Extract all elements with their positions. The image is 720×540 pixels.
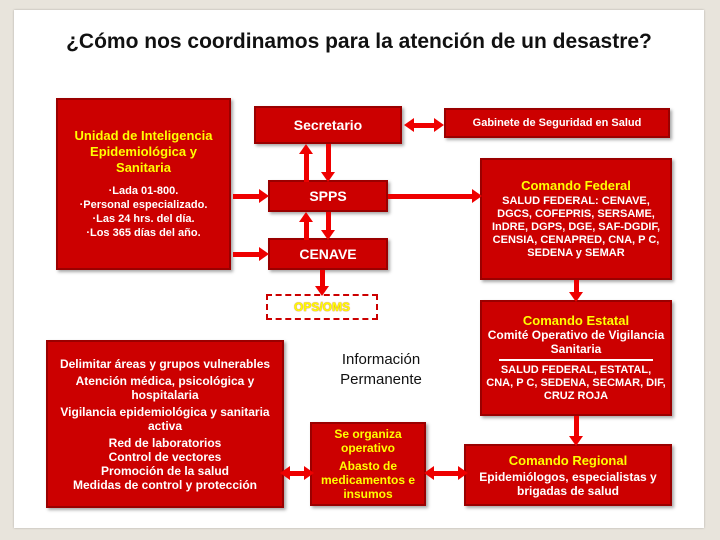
arrow-operativo-comando-regional (424, 464, 468, 482)
box-acciones-line-1: Delimitar áreas y grupos vulnerables (59, 356, 271, 371)
box-comando-regional-body: Epidemiólogos, especialistas y brigadas de salud (479, 469, 657, 498)
box-comando-estatal-subheader: Comité Operativo de Vigilancia Sanitaria (487, 328, 665, 356)
box-gabinete-seguridad (444, 108, 670, 138)
box-comando-federal-header: Comando Federal (521, 178, 631, 193)
box-comando-estatal (480, 300, 672, 416)
arrow-cenave-ops-oms (313, 270, 331, 296)
box-secretario-label: Secretario (293, 117, 363, 133)
box-unidad-item-1: ·Lada 01-800. (108, 185, 179, 197)
box-operativo (310, 422, 426, 506)
arrow-spps-cenave (319, 212, 337, 240)
arrow-secretario-gabinete (404, 116, 444, 134)
box-acciones-line-3: Vigilancia epidemiológica y sanitaria activa (60, 404, 270, 433)
label-informacion-permanente: Información Permanente (340, 351, 422, 388)
box-unidad-header: Unidad de Inteligencia Epidemiológica y Sanitaria (74, 128, 213, 175)
box-gabinete-label: Gabinete de Seguridad en Salud (472, 117, 642, 129)
arrow-unidad-cenave (233, 245, 269, 263)
arrow-comando-federal-estatal (567, 280, 585, 302)
arrow-secretario-spps (319, 144, 337, 182)
box-acciones-line-7: Medidas de control y protección (72, 477, 258, 492)
box-comando-federal-body: SALUD FEDERAL: CENAVE, DGCS, COFEPRIS, SERSAME, InDRE, DGPS, DGE, SAF-DGDIF, CENSIA, CENAPRED, CNA, P C, SEDENA y SEMAR (491, 195, 661, 259)
divider (499, 359, 654, 361)
box-acciones-line-2: Atención médica, psicológica y hospitalaria (75, 373, 255, 402)
box-secretario (254, 106, 402, 144)
arrow-spps-comando-federal (388, 187, 482, 205)
box-operativo-line-2: Abasto de medicamentos e insumos (320, 459, 416, 501)
box-comando-regional (464, 444, 672, 506)
box-unidad-item-4: ·Los 365 días del año. (86, 227, 201, 239)
arrow-unidad-spps (233, 187, 269, 205)
box-ops-oms (266, 294, 378, 320)
arrow-spps-secretario (297, 144, 315, 182)
box-comando-estatal-header: Comando Estatal (522, 313, 630, 328)
box-comando-estatal-body: SALUD FEDERAL, ESTATAL, CNA, P C, SEDENA, SECMAR, DIF, CRUZ ROJA (486, 364, 666, 402)
box-acciones-line-5: Control de vectores (108, 449, 222, 464)
arrow-cenave-spps (297, 212, 315, 240)
box-comando-regional-header: Comando Regional (508, 452, 628, 468)
box-acciones (46, 340, 284, 508)
box-cenave (268, 238, 388, 270)
arrow-acciones-operativo (280, 464, 314, 482)
box-spps (268, 180, 388, 212)
slide-canvas (14, 10, 704, 528)
box-unidad-item-2: ·Personal especializado. (79, 199, 208, 211)
box-operativo-line-1: Se organiza operativo (334, 427, 402, 455)
box-cenave-label: CENAVE (299, 246, 357, 262)
box-unidad-inteligencia (56, 98, 231, 270)
box-unidad-item-3: ·Las 24 hrs. del día. (92, 213, 195, 225)
page-title: ¿Cómo nos coordinamos para la atención de un desastre? (66, 30, 652, 53)
box-ops-oms-label: OPS/OMS (293, 300, 350, 314)
box-spps-label: SPPS (309, 188, 347, 204)
arrow-comando-estatal-regional (567, 416, 585, 446)
box-comando-federal (480, 158, 672, 280)
box-acciones-line-4: Red de laboratorios (108, 435, 222, 450)
box-acciones-line-6: Promoción de la salud (100, 463, 230, 478)
